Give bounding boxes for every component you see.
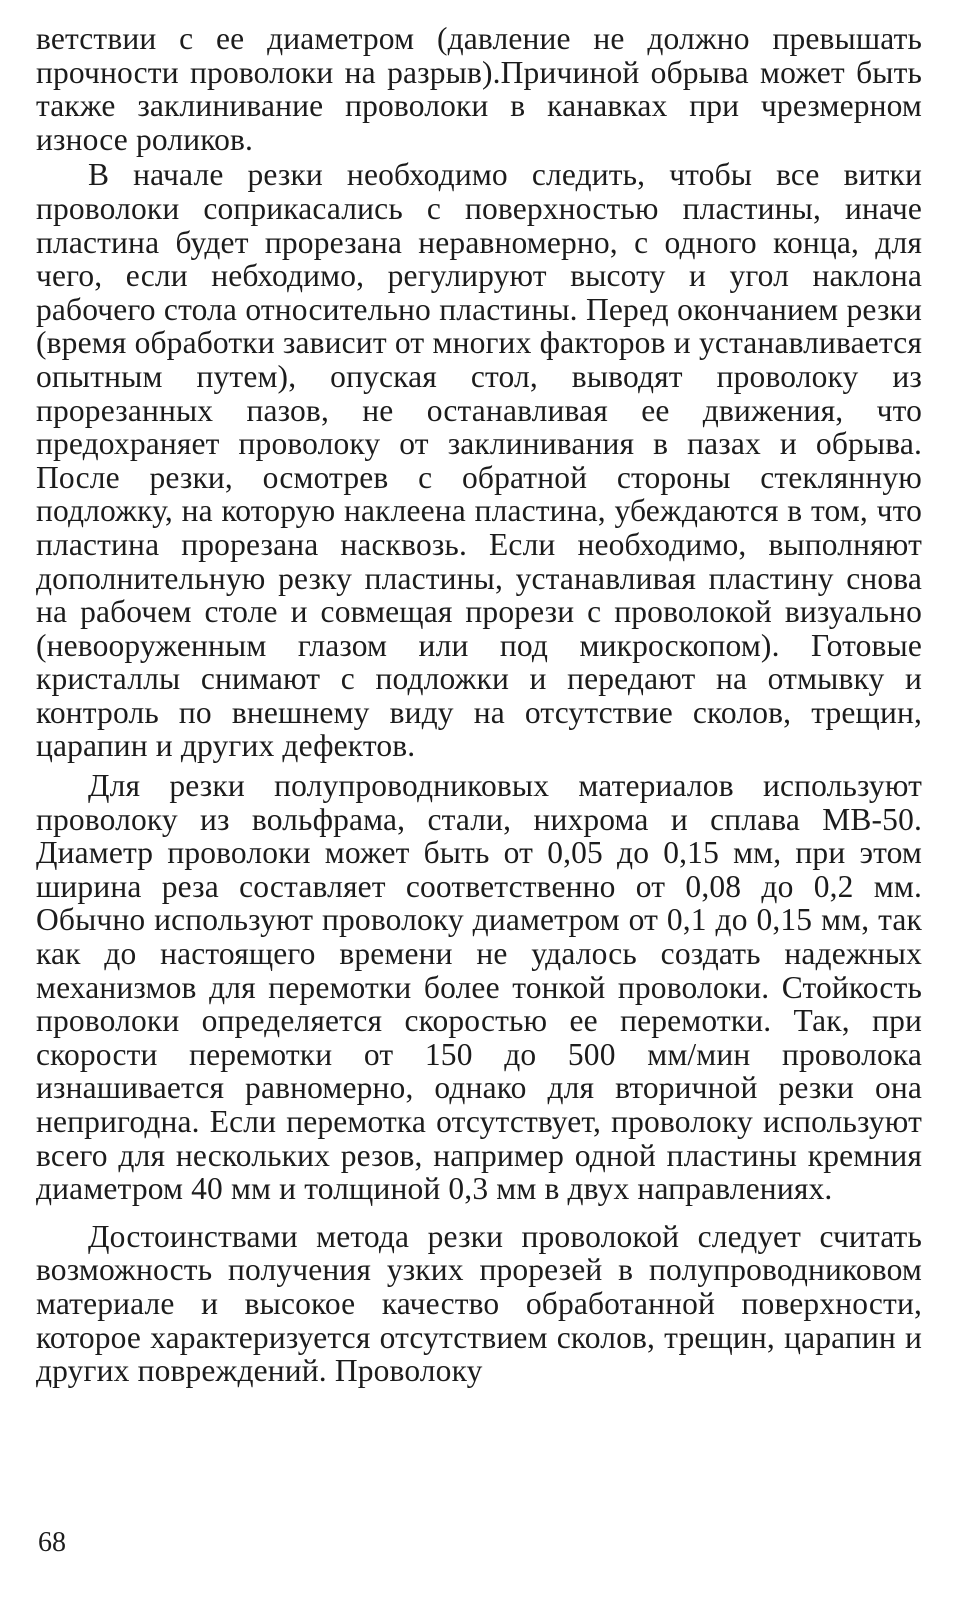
book-page [36,22,922,1388]
paragraph-method-advantages: Достоинствами метода резки проволокой следует считать возможность получения узких прорезей в полупроводниковом материале и высокое качество обработанной поверхности, которое характеризуется отсутствием сколов, трещин, царапин и других повреждений. Проволоку [36,1218,922,1389]
paragraph-continuation: ветствии с ее диаметром (давление не должно превышать прочности проволоки на разрыв).Причиной обрыва может быть также заклинивание проволоки в канавках при чрезмерном износе роликов. [36,21,922,157]
paragraph-cutting-start: В начале резки необходимо следить, чтобы все витки проволоки соприкасались с поверхностью пластины, иначе пластина будет прорезана неравномерно, с одного конца, для чего, если небходимо, регулируют высоту и угол наклона рабочего стола относительно пластины. Перед окончанием резки (время обработки зависит от многих факторов и устанавливается опытным путем), опуская стол, выводят проволоку из прорезанных пазов, не останавливая ее движения, что предохраняет проволоку от заклинивания в пазах и обрыва. После резки, осмотрев с обратной стороны стеклянную подложку, на которую наклеена пластина, убеждаются в том, что пластина прорезана насквозь. Если необходимо, выполняют дополнительную резку пластины, устанавливая пластину снова на рабочем столе и совмещая прорези с проволокой визуально (невооруженным глазом или под микроскопом). Готовые кристаллы снимают с подложки и передают на отмывку и контроль по внешнему виду на отсутствие сколов, трещин, царапин и других дефектов. [36,157,922,764]
page-number: 68 [38,1527,66,1558]
paragraph-wire-materials: Для резки полупроводниковых материалов используют проволоку из вольфрама, стали, нихрома и сплава МВ-50. Диаметр проволоки может быть от 0,05 до 0,15 мм, при этом ширина реза составляет соответственно от 0,08 до 0,2 мм. Обычно используют проволоку диаметром от 0,1 до 0,15 мм, так как до настоящего времени не удалось создать надежных механизмов для перемотки более тонкой проволоки. Стойкость проволоки определяется скоростью ее перемотки. Так, при скорости перемотки от 150 до 500 мм/мин проволока изнашивается равномерно, однако для вторичной резки она непригодна. Если перемотка отсутствует, проволоку используют всего для нескольких резов, например одной пластины кремния диаметром 40 мм и толщиной 0,3 мм в двух направлениях. [36,768,922,1207]
